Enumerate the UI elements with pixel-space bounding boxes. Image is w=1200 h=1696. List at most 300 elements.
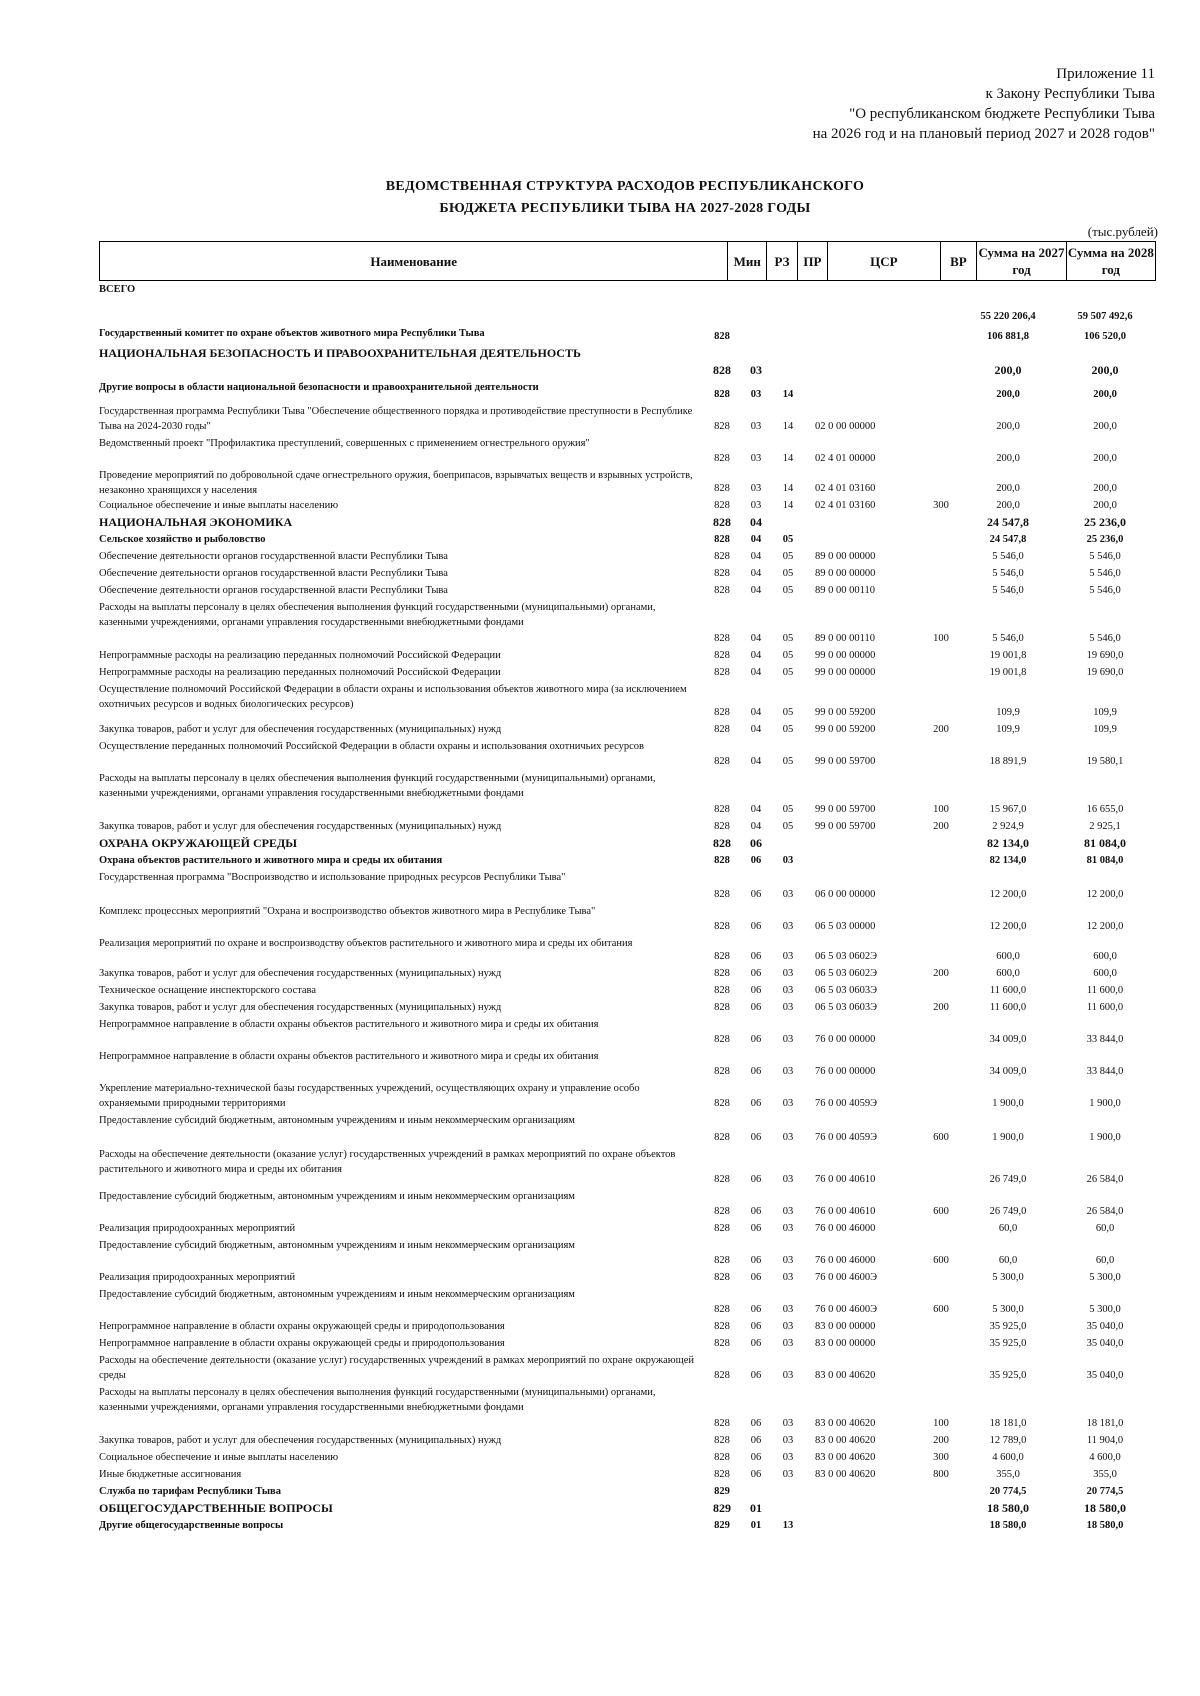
cell-s27: 19 001,8 [989,667,1027,678]
cell-s27: 200,0 [996,421,1020,432]
cell-csr: 76 0 00 4600Э [815,1304,878,1315]
cell-pr: 14 [782,453,794,464]
cell-pr: 05 [782,585,794,596]
cell-s27: 60,0 [998,1223,1018,1234]
cell-csr: 99 0 00 59200 [815,707,876,718]
cell-pr: 03 [782,1469,794,1480]
cell-rz: 06 [750,1370,762,1381]
cell-pr: 03 [782,1418,794,1429]
cell-min: 828 [714,421,730,432]
table-row [0,436,1200,468]
cell-s28: 81 084,0 [1086,855,1124,866]
cell-name: Предоставление субсидий бюджетным, автономным учреждениям и иным некоммерческим организациям [99,1240,575,1251]
table-row [0,1287,1200,1319]
cell-s27: 200,0 [996,389,1020,400]
cell-name: ВСЕГО [99,284,136,295]
cell-csr: 76 0 00 46000 [815,1255,876,1266]
cell-s28: 200,0 [1093,500,1117,511]
cell-rz: 06 [750,1132,762,1143]
cell-pr: 05 [782,724,794,735]
cell-s27: 20 774,5 [989,1486,1027,1497]
cell-name: Предоставление субсидий бюджетным, автономным учреждениям и иным некоммерческим организациям [99,1115,575,1126]
table-row [0,1501,1200,1518]
cell-rz: 04 [750,804,762,815]
cell-s28: 5 300,0 [1089,1304,1121,1315]
table-row [0,836,1200,853]
cell-s28: 11 600,0 [1086,1002,1124,1013]
annex-line: к Закону Республики Тыва [985,86,1155,102]
cell-name: Расходы на выплаты персоналу в целях обеспечения выполнения функций государственными (муниципальными) органами, казенными учреждениями, органами управления государственными внебюджетными фондами [99,602,656,628]
cell-pr: 05 [782,568,794,579]
cell-rz: 06 [750,1206,762,1217]
cell-csr: 99 0 00 59200 [815,724,876,735]
cell-s27: 5 546,0 [992,633,1024,644]
cell-name: Государственный комитет по охране объектов животного мира Республики Тыва [99,328,485,339]
table-row [0,346,1200,380]
cell-pr: 05 [782,667,794,678]
cell-pr: 03 [782,1255,794,1266]
cell-s28: 600,0 [1093,968,1117,979]
table-row [0,1518,1200,1535]
cell-min: 829 [714,1486,730,1497]
cell-name: Социальное обеспечение и иные выплаты населению [99,1452,339,1463]
cell-rz: 06 [750,855,762,866]
cell-name: Расходы на выплаты персоналу в целях обеспечения выполнения функций государственными (муниципальными) органами, казенными учреждениями, органами управления государственными внебюджетными фондами [99,773,656,799]
cell-min: 829 [713,1501,731,1515]
header-sum-2028: Сумма на 2028 год [1066,242,1155,281]
cell-rz: 04 [750,633,762,644]
cell-s27: 200,0 [994,363,1022,377]
cell-s27: 18 181,0 [989,1418,1027,1429]
cell-s28: 11 904,0 [1086,1435,1124,1446]
cell-s28: 60,0 [1095,1223,1115,1234]
table-row [0,532,1200,549]
cell-pr: 03 [782,1223,794,1234]
table-row [0,1336,1200,1353]
annex-line: "О республиканском бюджете Республики Тыва [849,106,1155,122]
cell-min: 828 [714,707,730,718]
cell-rz: 03 [750,389,762,400]
cell-pr: 03 [782,1370,794,1381]
cell-pr: 03 [782,889,794,900]
cell-s28: 81 084,0 [1084,836,1126,850]
table-row [0,936,1200,966]
cell-name: Закупка товаров, работ и услуг для обеспечения государственных (муниципальных) нужд [99,968,502,979]
cell-csr: 83 0 00 40620 [815,1370,876,1381]
cell-csr: 89 0 00 00110 [815,633,875,644]
table-row [0,682,1200,722]
cell-s27: 12 789,0 [989,1435,1027,1446]
cell-s28: 106 520,0 [1084,331,1126,342]
table-row [0,1319,1200,1336]
cell-vr: 200 [933,968,949,979]
cell-s27: 5 300,0 [992,1272,1024,1283]
cell-name: Предоставление субсидий бюджетным, автономным учреждениям и иным некоммерческим организациям [99,1191,575,1202]
cell-csr: 06 5 03 00000 [815,921,876,932]
cell-pr: 03 [782,1174,794,1185]
table-row [0,583,1200,600]
header-min: Мин [728,242,767,281]
cell-rz: 06 [750,836,762,850]
table-row [0,870,1200,904]
cell-pr: 03 [782,1304,794,1315]
cell-name: Расходы на обеспечение деятельности (оказание услуг) государственных учреждений в рамках мероприятий по охране объектов растительного и животного мира и среды их обитания [99,1149,676,1175]
cell-pr: 03 [782,1338,794,1349]
cell-pr: 13 [782,1520,794,1531]
cell-min: 828 [714,968,730,979]
cell-min: 828 [714,1452,730,1463]
cell-s28: 18 580,0 [1086,1520,1124,1531]
cell-min: 828 [714,756,730,767]
table-row [0,1017,1200,1049]
cell-vr: 100 [933,804,949,815]
header-vr: ВР [940,242,977,281]
cell-vr: 600 [933,1304,949,1315]
cell-rz: 03 [750,421,762,432]
cell-s27: 35 925,0 [989,1321,1027,1332]
cell-s27: 200,0 [996,453,1020,464]
cell-rz: 04 [750,667,762,678]
header-csr: ЦСР [828,242,940,281]
cell-min: 828 [714,1034,730,1045]
cell-s27: 200,0 [996,483,1020,494]
cell-rz: 06 [750,1098,762,1109]
cell-s27: 355,0 [996,1469,1020,1480]
cell-csr: 76 0 00 4059Э [815,1132,878,1143]
cell-s27: 5 546,0 [992,585,1024,596]
cell-pr: 03 [782,1002,794,1013]
cell-s27: 1 900,0 [992,1098,1024,1109]
table-row [0,983,1200,1000]
cell-s28: 33 844,0 [1086,1066,1124,1077]
cell-csr: 76 0 00 40610 [815,1174,876,1185]
cell-min: 828 [714,1272,730,1283]
cell-pr: 03 [782,1206,794,1217]
cell-pr: 14 [782,389,794,400]
cell-pr: 03 [782,968,794,979]
cell-vr: 600 [933,1206,949,1217]
cell-s27: 35 925,0 [989,1338,1027,1349]
cell-pr: 03 [782,855,794,866]
cell-csr: 76 0 00 4600Э [815,1272,878,1283]
cell-s27: 600,0 [996,968,1020,979]
cell-csr: 83 0 00 00000 [815,1338,876,1349]
cell-name: Предоставление субсидий бюджетным, автономным учреждениям и иным некоммерческим организациям [99,1289,575,1300]
cell-min: 828 [714,1174,730,1185]
cell-csr: 02 0 00 00000 [815,421,876,432]
cell-s28: 11 600,0 [1086,985,1124,996]
table-row [0,566,1200,583]
cell-csr: 76 0 00 40610 [815,1206,876,1217]
cell-s28: 5 546,0 [1089,633,1121,644]
cell-s28: 26 584,0 [1086,1174,1124,1185]
cell-s28: 109,9 [1093,707,1117,718]
cell-csr: 99 0 00 59700 [815,756,876,767]
cell-s27: 2 924,9 [992,821,1024,832]
cell-name: Охрана объектов растительного и животного мира и среды их обитания [99,855,443,866]
cell-min: 828 [714,951,730,962]
cell-s28: 33 844,0 [1086,1034,1124,1045]
cell-rz: 06 [750,1174,762,1185]
cell-rz: 06 [750,985,762,996]
title-line: ВЕДОМСТВЕННАЯ СТРУКТУРА РАСХОДОВ РЕСПУБЛИКАНСКОГО [385,179,865,194]
cell-s28: 2 925,1 [1089,821,1121,832]
cell-csr: 99 0 00 00000 [815,650,876,661]
cell-pr: 03 [782,1034,794,1045]
table-row [0,771,1200,819]
cell-name: Реализация мероприятий по охране и воспроизводству объектов растительного и животного мира и среды их обитания [99,938,633,949]
cell-rz: 04 [750,724,762,735]
cell-csr: 76 0 00 00000 [815,1066,876,1077]
cell-s27: 5 546,0 [992,568,1024,579]
cell-rz: 01 [750,1520,762,1531]
cell-pr: 14 [782,483,794,494]
cell-rz: 06 [750,1002,762,1013]
title-line: БЮДЖЕТА РЕСПУБЛИКИ ТЫВА НА 2027-2028 ГОДЫ [439,201,811,216]
cell-pr: 05 [782,821,794,832]
cell-rz: 04 [750,568,762,579]
cell-min: 828 [714,331,730,342]
cell-name: Обеспечение деятельности органов государственной власти Республики Тыва [99,551,448,562]
header-name: Наименование [100,242,728,281]
cell-name: Закупка товаров, работ и услуг для обеспечения государственных (муниципальных) нужд [99,724,502,735]
cell-rz: 06 [750,1338,762,1349]
header-sum-2027: Сумма на 2027 год [977,242,1066,281]
cell-name: Осуществление полномочий Российской Федерации в области охраны и использования объектов животного мира (за исключением охотничьих ресурсов и водных биологических ресурсов) [99,684,687,710]
cell-s27: 35 925,0 [989,1370,1027,1381]
cell-s27: 11 600,0 [989,1002,1027,1013]
header-pr: ПР [797,242,827,281]
table-header [99,241,1156,281]
annex-line: на 2026 год и на плановый период 2027 и 2028 годов" [812,126,1155,142]
cell-name: ОБЩЕГОСУДАРСТВЕННЫЕ ВОПРОСЫ [99,1501,333,1515]
cell-name: Государственная программа Республики Тыва "Обеспечение общественного порядка и противодействие преступности в Республике Тыва на 2024-2030 годы" [99,406,693,432]
table-row [0,515,1200,532]
cell-rz: 06 [750,1272,762,1283]
units-note: (тыс.рублей) [1087,224,1158,239]
cell-s27: 55 220 206,4 [980,311,1036,322]
cell-vr: 100 [933,1418,949,1429]
cell-pr: 05 [782,650,794,661]
table-row [0,282,1200,326]
cell-pr: 03 [782,1132,794,1143]
cell-name: Непрограммное направление в области охраны объектов растительного и животного мира и среды их обитания [99,1019,599,1030]
cell-min: 828 [713,515,731,529]
cell-rz: 06 [750,951,762,962]
cell-rz: 06 [750,1255,762,1266]
header-rz: РЗ [767,242,797,281]
table-row [0,1467,1200,1484]
table-row [0,1147,1200,1189]
cell-name: Проведение мероприятий по добровольной сдаче огнестрельного оружия, боеприпасов, взрывчатых веществ и взрывных устройств, незаконно хранящихся у населения [99,470,693,496]
cell-csr: 76 0 00 4059Э [815,1098,878,1109]
cell-rz: 06 [750,1418,762,1429]
table-row [0,1113,1200,1147]
cell-s27: 24 547,8 [987,515,1029,529]
cell-s27: 109,9 [996,724,1020,735]
table-row [0,1189,1200,1221]
cell-s27: 82 134,0 [987,836,1029,850]
cell-csr: 06 5 03 0602Э [815,951,878,962]
cell-rz: 06 [750,1435,762,1446]
cell-name: Непрограммное направление в области охраны окружающей среды и природопользования [99,1338,505,1349]
cell-name: Осуществление переданных полномочий Российской Федерации в области охраны и использования охотничьих ресурсов [99,741,645,752]
cell-min: 828 [714,985,730,996]
cell-s28: 5 546,0 [1089,568,1121,579]
cell-name: Непрограммные расходы на реализацию переданных полномочий Российской Федерации [99,667,501,678]
cell-min: 828 [714,724,730,735]
document-title [0,176,1200,220]
cell-s28: 200,0 [1093,421,1117,432]
cell-rz: 03 [750,500,762,511]
cell-min: 828 [714,585,730,596]
cell-min: 828 [714,568,730,579]
cell-s28: 25 236,0 [1084,515,1126,529]
cell-csr: 76 0 00 00000 [815,1034,876,1045]
cell-csr: 99 0 00 59700 [815,804,876,815]
cell-s28: 200,0 [1093,483,1117,494]
cell-s28: 26 584,0 [1086,1206,1124,1217]
cell-s27: 11 600,0 [989,985,1027,996]
table-row [0,498,1200,515]
cell-vr: 600 [933,1132,949,1143]
cell-csr: 89 0 00 00110 [815,585,875,596]
cell-rz: 04 [750,821,762,832]
cell-s27: 12 200,0 [989,889,1027,900]
cell-min: 828 [714,534,730,545]
cell-name: Закупка товаров, работ и услуг для обеспечения государственных (муниципальных) нужд [99,1435,502,1446]
cell-min: 828 [714,889,730,900]
cell-rz: 06 [750,1304,762,1315]
cell-name: Сельское хозяйство и рыболовство [99,534,266,545]
cell-vr: 200 [933,1435,949,1446]
table-row [0,966,1200,983]
table-row [0,819,1200,836]
cell-csr: 83 0 00 40620 [815,1469,876,1480]
cell-csr: 83 0 00 00000 [815,1321,876,1332]
cell-rz: 06 [750,1452,762,1463]
cell-csr: 89 0 00 00000 [815,551,876,562]
cell-rz: 04 [750,551,762,562]
cell-pr: 14 [782,421,794,432]
cell-min: 828 [714,821,730,832]
cell-rz: 06 [750,1223,762,1234]
cell-pr: 03 [782,921,794,932]
cell-s28: 16 655,0 [1086,804,1124,815]
cell-min: 828 [714,1066,730,1077]
cell-s27: 26 749,0 [989,1174,1027,1185]
cell-rz: 06 [750,921,762,932]
cell-pr: 03 [782,1066,794,1077]
cell-min: 828 [714,667,730,678]
table-row [0,1049,1200,1081]
cell-csr: 06 5 03 0603Э [815,1002,878,1013]
cell-s27: 19 001,8 [989,650,1027,661]
table-row [0,326,1200,346]
table-row [0,1353,1200,1385]
cell-s28: 200,0 [1093,453,1117,464]
cell-rz: 04 [750,756,762,767]
annex-block [813,64,1155,144]
cell-rz: 04 [750,650,762,661]
table-row [0,665,1200,682]
cell-name: Непрограммное направление в области охраны окружающей среды и природопользования [99,1321,505,1332]
cell-rz: 06 [750,1034,762,1045]
cell-csr: 83 0 00 40620 [815,1452,876,1463]
cell-name: Реализация природоохранных мероприятий [99,1223,296,1234]
table-row [0,549,1200,566]
cell-csr: 89 0 00 00000 [815,568,876,579]
cell-min: 828 [714,1098,730,1109]
cell-min: 828 [714,1370,730,1381]
cell-min: 828 [714,1435,730,1446]
cell-vr: 300 [933,500,949,511]
cell-s28: 60,0 [1095,1255,1115,1266]
cell-rz: 03 [750,363,762,377]
cell-min: 828 [714,650,730,661]
cell-rz: 03 [750,483,762,494]
cell-name: Закупка товаров, работ и услуг для обеспечения государственных (муниципальных) нужд [99,821,502,832]
cell-rz: 04 [750,534,762,545]
cell-csr: 06 5 03 0603Э [815,985,878,996]
cell-pr: 05 [782,756,794,767]
cell-s27: 18 891,9 [989,756,1027,767]
cell-rz: 06 [750,1321,762,1332]
cell-csr: 02 4 01 03160 [815,500,876,511]
cell-s27: 200,0 [996,500,1020,511]
cell-s28: 600,0 [1093,951,1117,962]
cell-min: 828 [714,921,730,932]
cell-min: 829 [714,1520,730,1531]
cell-min: 828 [714,1132,730,1143]
cell-s28: 12 200,0 [1086,889,1124,900]
cell-pr: 05 [782,534,794,545]
cell-pr: 05 [782,551,794,562]
cell-name: Обеспечение деятельности органов государственной власти Республики Тыва [99,585,448,596]
cell-s28: 4 600,0 [1089,1452,1121,1463]
cell-pr: 05 [782,804,794,815]
cell-name: Непрограммное направление в области охраны объектов растительного и животного мира и среды их обитания [99,1051,599,1062]
cell-min: 828 [714,855,730,866]
cell-s27: 1 900,0 [992,1132,1024,1143]
cell-csr: 83 0 00 40620 [815,1418,876,1429]
cell-s28: 59 507 492,6 [1077,311,1133,322]
cell-vr: 100 [933,633,949,644]
cell-name: Расходы на выплаты персоналу в целях обеспечения выполнения функций государственными (муниципальными) органами, казенными учреждениями, органами управления государственными внебюджетными фондами [99,1387,656,1413]
cell-s27: 60,0 [998,1255,1018,1266]
cell-min: 828 [714,1338,730,1349]
cell-min: 828 [714,1002,730,1013]
cell-min: 828 [714,633,730,644]
cell-s28: 1 900,0 [1089,1098,1121,1109]
cell-name: Комплекс процессных мероприятий "Охрана и воспроизводство объектов животного мира в Республике Тыва" [99,906,596,917]
cell-min: 828 [714,389,730,400]
cell-csr: 76 0 00 46000 [815,1223,876,1234]
cell-name: Государственная программа "Воспроизводство и использование природных ресурсов Республики Тыва" [99,872,566,883]
table-row [0,1081,1200,1113]
cell-pr: 03 [782,1452,794,1463]
cell-min: 828 [714,551,730,562]
cell-name: Техническое оснащение инспекторского состава [99,985,317,996]
cell-csr: 06 5 03 0602Э [815,968,878,979]
cell-s27: 26 749,0 [989,1206,1027,1217]
cell-rz: 06 [750,968,762,979]
cell-min: 828 [714,500,730,511]
cell-s28: 35 040,0 [1086,1370,1124,1381]
table-row [0,380,1200,404]
cell-s27: 5 546,0 [992,551,1024,562]
table-row [0,404,1200,436]
